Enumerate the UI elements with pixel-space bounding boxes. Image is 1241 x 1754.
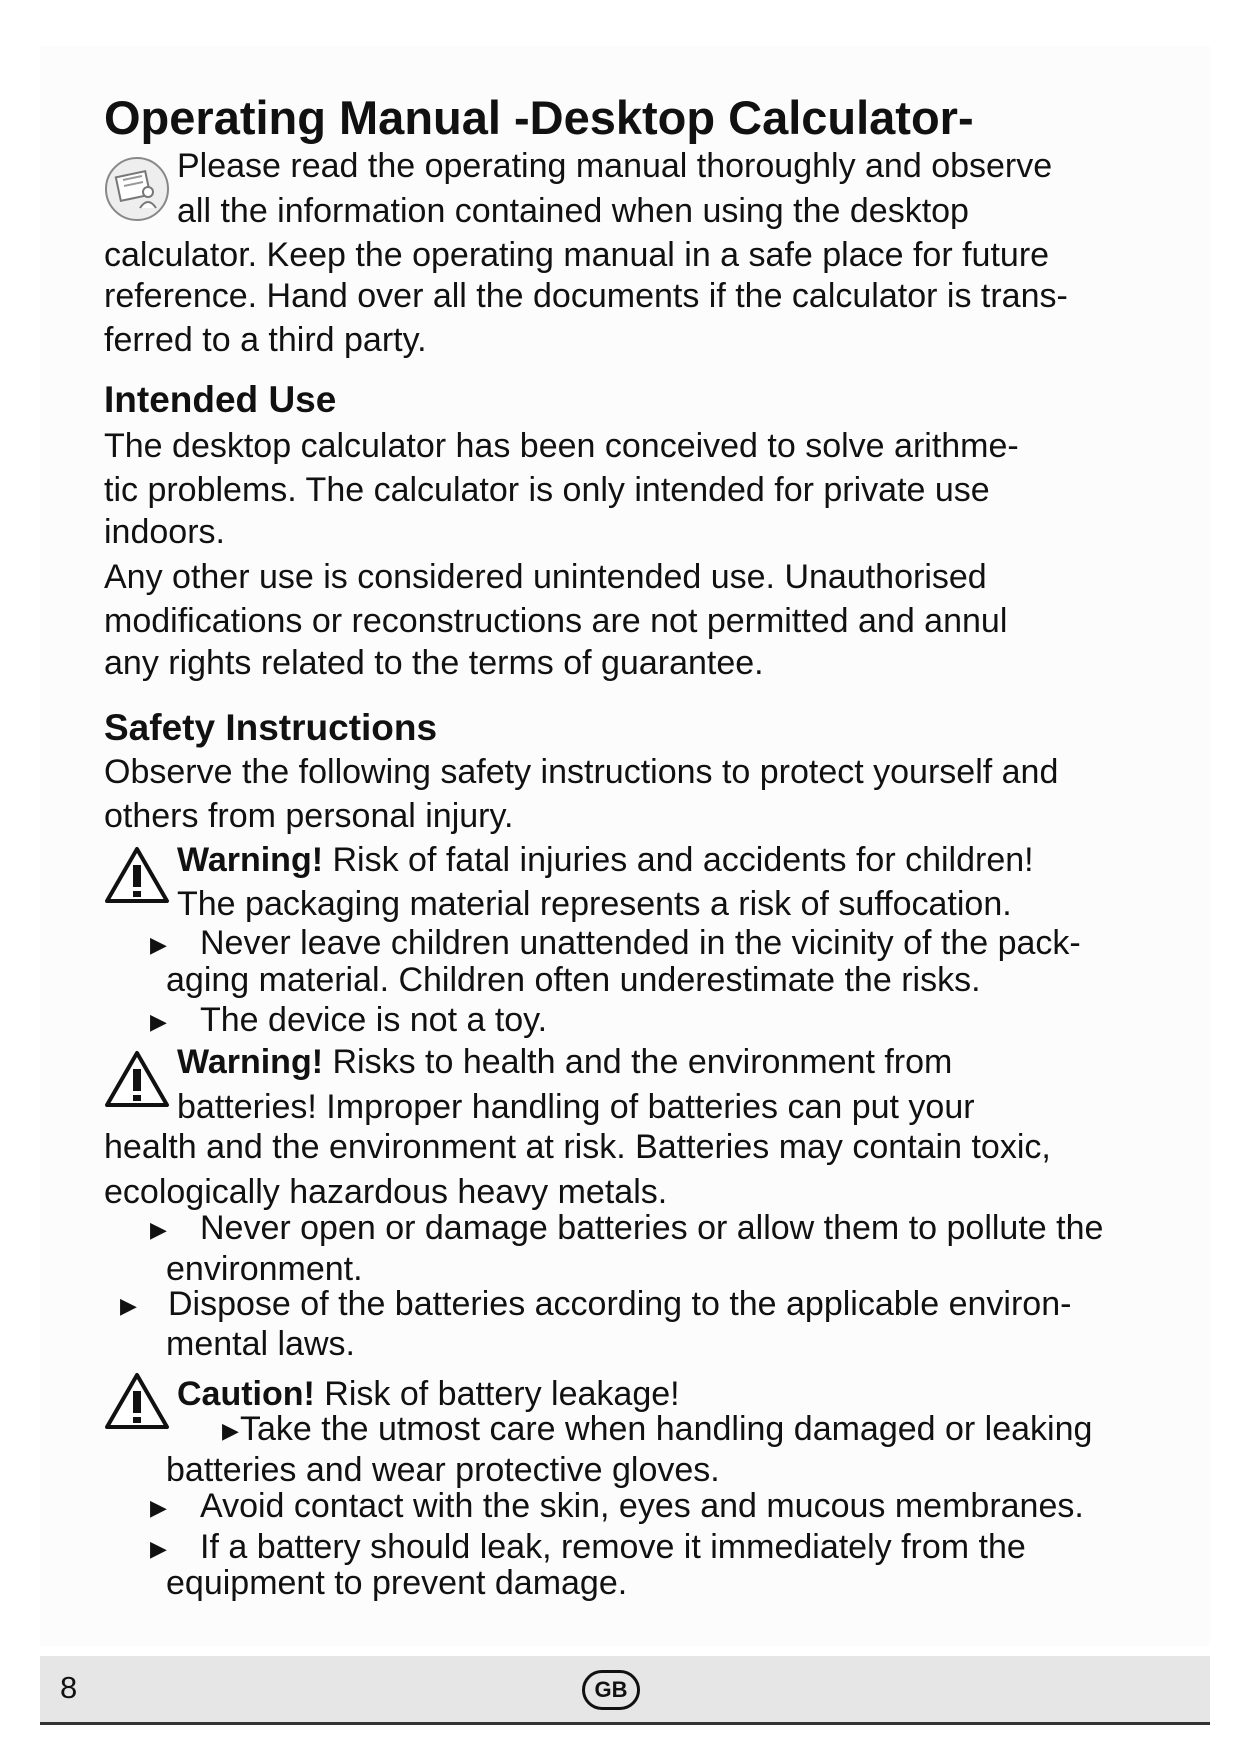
warning-1-text: Risk of fatal injuries and accidents for children!: [323, 841, 1034, 879]
warning-2-text: Risks to health and the environment from: [323, 1043, 953, 1081]
caution-bullet-0-line-2: batteries and wear protective gloves.: [166, 1451, 720, 1489]
warning-2-line-3: health and the environment at risk. Batteries may contain toxic,: [104, 1128, 1051, 1166]
warning-2-line-2: batteries! Improper handling of batteries can put your: [177, 1088, 975, 1126]
caution-line-1: [177, 1374, 680, 1414]
intended-use-line-2: tic problems. The calculator is only intended for private use: [104, 471, 990, 509]
bullet-arrow-icon: ▶: [150, 1009, 167, 1034]
intended-use-line-1: The desktop calculator has been conceived to solve arithme-: [104, 427, 1019, 465]
bullet-arrow-icon: ▶: [150, 1536, 167, 1561]
warning-1-line-2: The packaging material represents a risk of suffocation.: [177, 885, 1012, 923]
bullet-arrow-icon: ▶: [150, 1217, 167, 1242]
warning-1-bullet-1-line-2: aging material. Children often underestimate the risks.: [166, 961, 981, 999]
caution-bullet-2-line-1: If a battery should leak, remove it immediately from the: [200, 1528, 1026, 1566]
bullet-arrow-icon: ▶: [150, 932, 167, 957]
warning-2-line-4: ecologically hazardous heavy metals.: [104, 1173, 668, 1211]
intro-line-4: reference. Hand over all the documents if the calculator is trans-: [104, 277, 1068, 315]
caution-triangle-icon: [104, 1372, 170, 1430]
caution-label: Caution!: [177, 1375, 315, 1413]
warning-1-bullet-2-line-1: The device is not a toy.: [200, 1001, 548, 1039]
warning-triangle-icon: [104, 1050, 170, 1108]
bullet-arrow-icon: ▶: [150, 1495, 167, 1520]
warning-1-line-1: [177, 840, 1034, 880]
safety-intro-line-1: Observe the following safety instructions to protect yourself and: [104, 753, 1059, 791]
warning-2-line-1: [177, 1042, 952, 1082]
safety-heading: Safety Instructions: [104, 707, 438, 748]
intro-line-1: Please read the operating manual thoroughly and observe: [177, 147, 1053, 185]
caution-bullet-0-line-1: Take the utmost care when handling damaged or leaking: [240, 1410, 1093, 1448]
intended-use-line-6: any rights related to the terms of guarantee.: [104, 644, 764, 682]
warning-2-bullet-2-line-1: Dispose of the batteries according to the applicable environ-: [168, 1285, 1072, 1323]
warning-2-label: Warning!: [177, 1043, 324, 1081]
bullet-arrow-icon: ▶: [222, 1418, 239, 1443]
page-footer: [40, 1656, 1210, 1725]
caution-bullet-1-line-1: Avoid contact with the skin, eyes and mucous membranes.: [200, 1487, 1084, 1525]
warning-2-bullet-1-line-2: environment.: [166, 1250, 363, 1288]
warning-triangle-icon: [104, 846, 170, 904]
bullet-arrow-icon: ▶: [120, 1293, 137, 1318]
warning-1-bullet-1-line-1: Never leave children unattended in the vicinity of the pack-: [200, 924, 1081, 962]
caution-bullet-2-line-2: equipment to prevent damage.: [166, 1564, 628, 1602]
warning-1-label: Warning!: [177, 841, 324, 879]
warning-2-bullet-2-line-2: mental laws.: [166, 1325, 355, 1363]
intro-line-3: calculator. Keep the operating manual in a safe place for future: [104, 236, 1050, 274]
caution-text: Risk of battery leakage!: [314, 1375, 680, 1413]
warning-2-bullet-1-line-1: Never open or damage batteries or allow them to pollute the: [200, 1209, 1104, 1247]
intended-use-heading: Intended Use: [104, 379, 337, 420]
intro-line-5: ferred to a third party.: [104, 321, 427, 359]
page-number: 8: [60, 1670, 78, 1705]
intended-use-line-5: modifications or reconstructions are not permitted and annul: [104, 602, 1008, 640]
intended-use-line-4: Any other use is considered unintended use. Unauthorised: [104, 558, 987, 596]
read-manual-icon: [104, 156, 170, 222]
page-title: Operating Manual -Desktop Calculator-: [104, 91, 974, 144]
intro-line-2: all the information contained when using the desktop: [177, 192, 969, 230]
safety-intro-line-2: others from personal injury.: [104, 797, 514, 835]
country-badge: GB: [582, 1670, 640, 1710]
intended-use-line-3: indoors.: [104, 513, 225, 551]
